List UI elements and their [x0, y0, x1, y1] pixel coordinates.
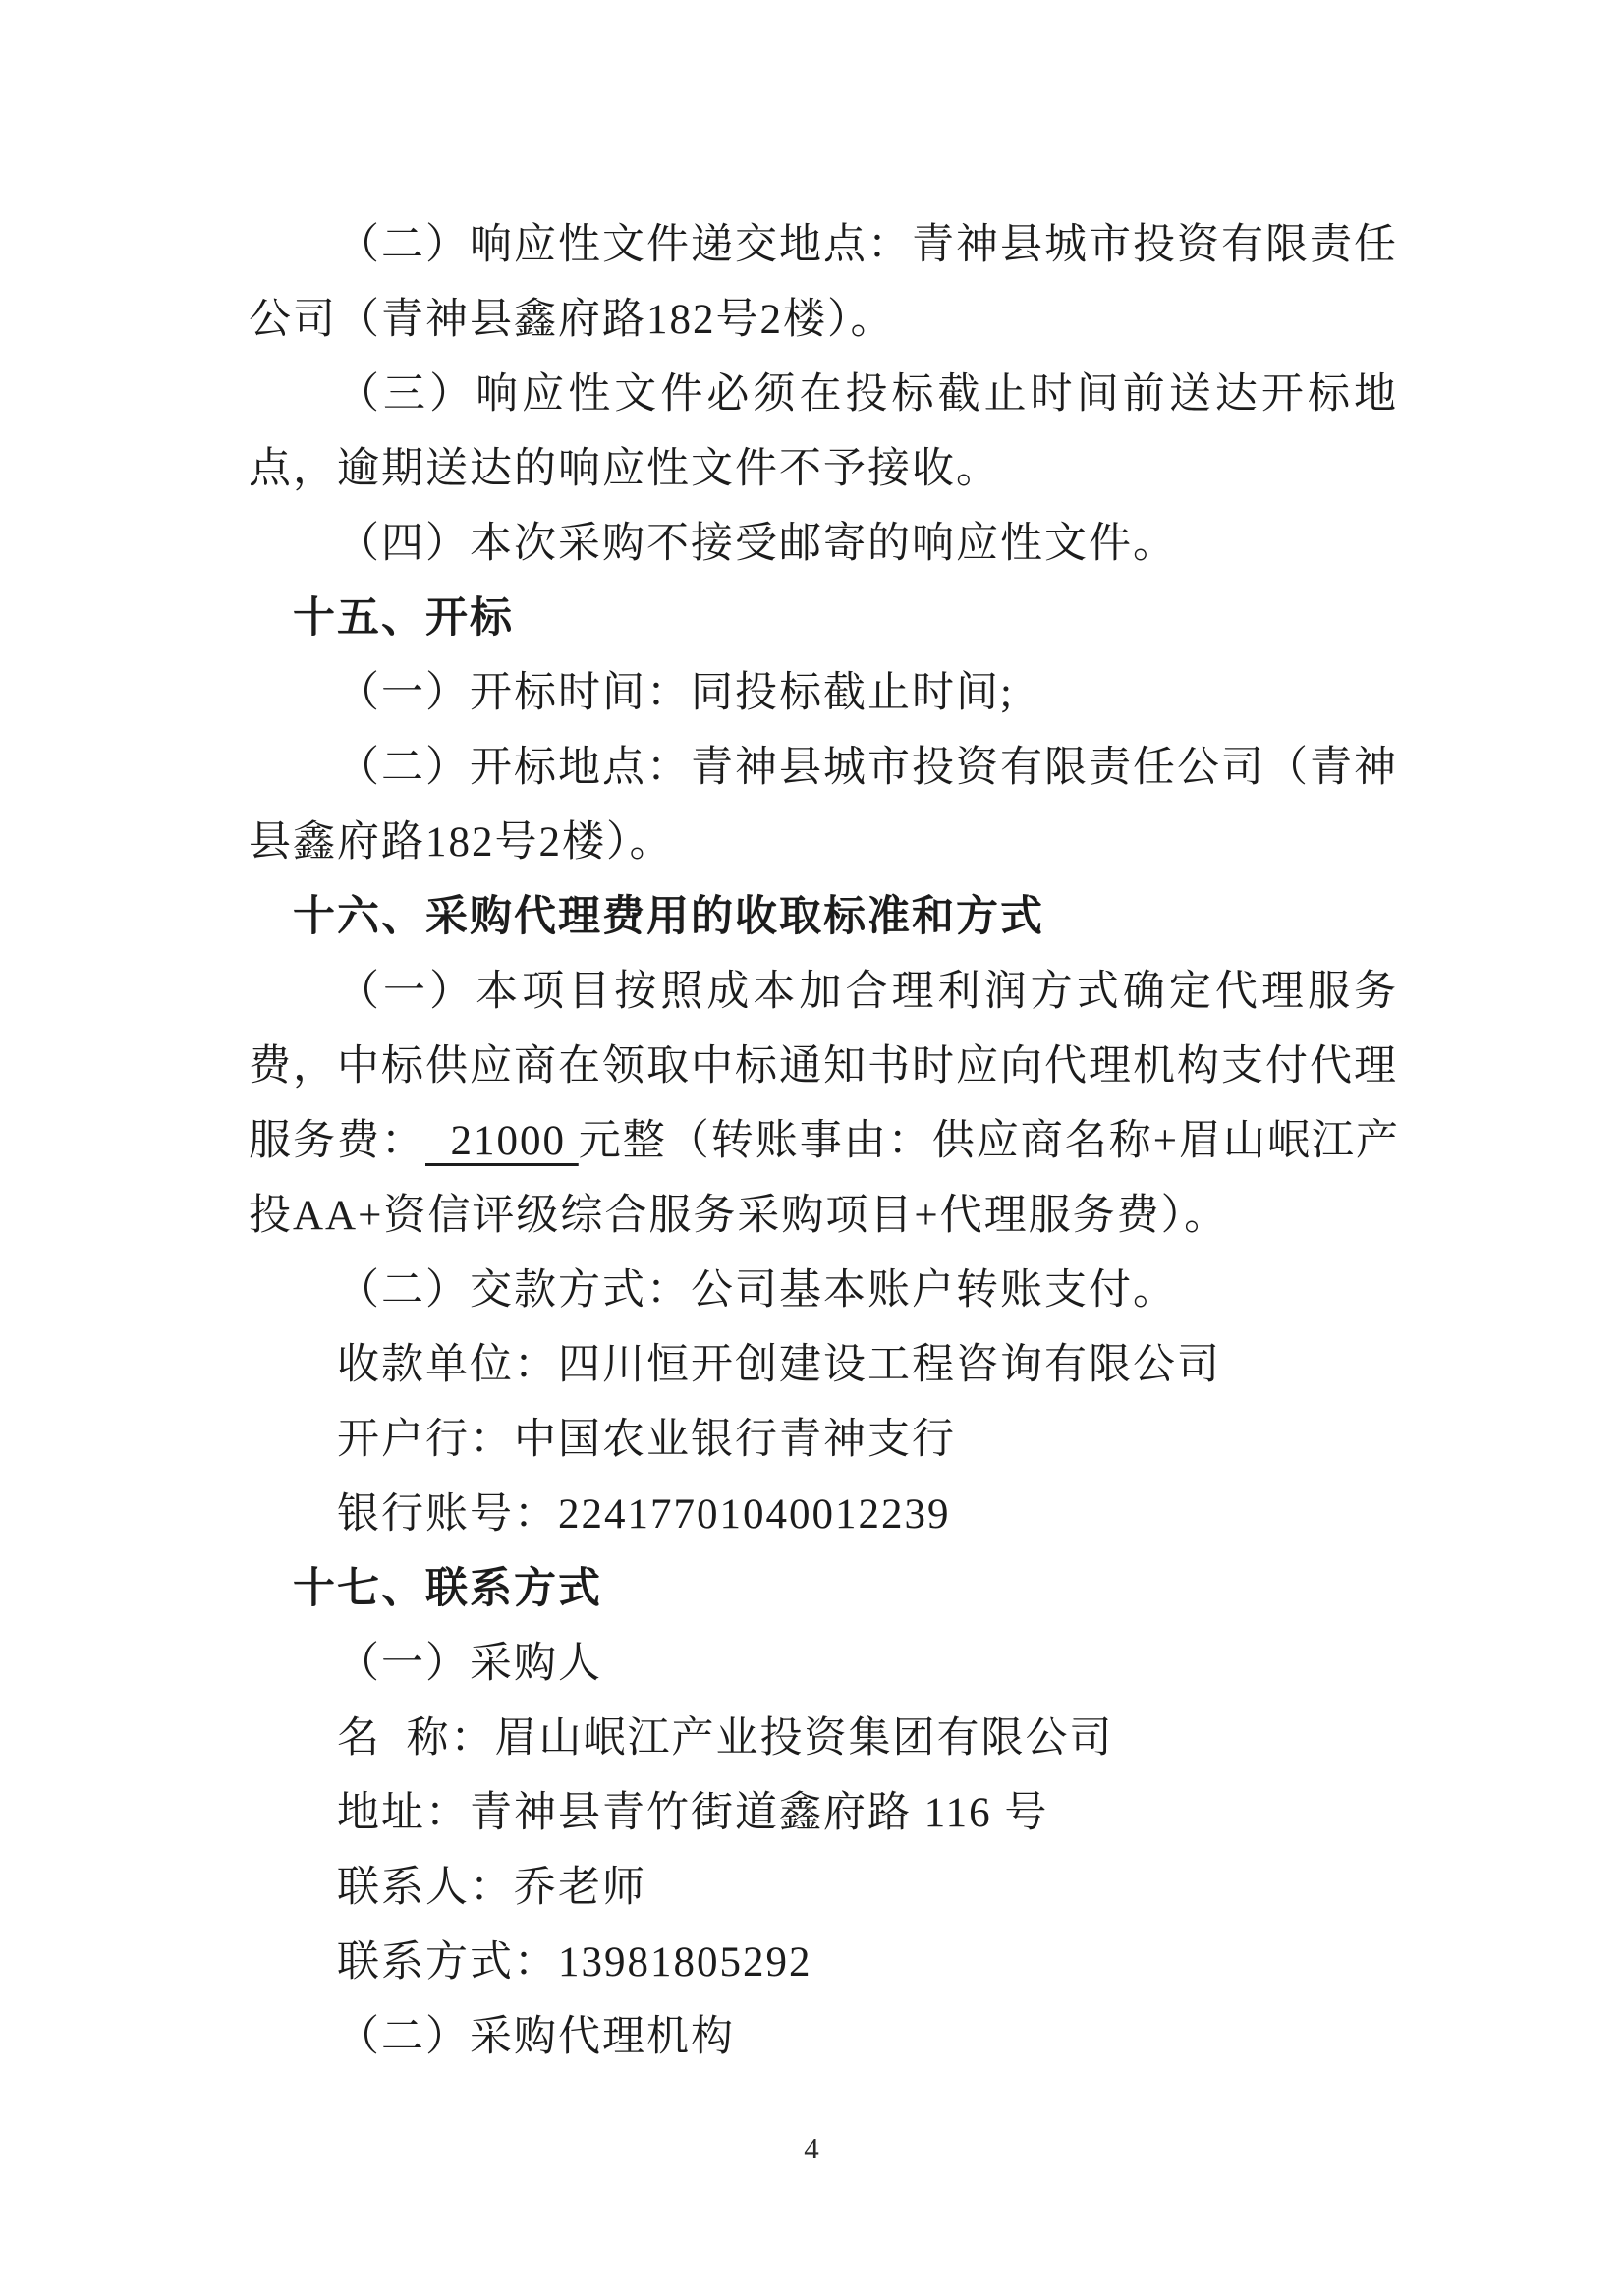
text-line: 县鑫府路182号2楼）。 — [249, 819, 674, 866]
text-line: 名 称：眉山岷江产业投资集团有限公司 — [337, 1715, 1114, 1762]
text-line: （二）响应性文件递交地点：青神县城市投资有限责任 — [337, 222, 1398, 268]
text-line: （二）交款方式：公司基本账户转账支付。 — [337, 1267, 1177, 1314]
fee-amount-underlined: 21000 — [425, 1118, 579, 1164]
text-fragment: 元整（转账事由：供应商名称+眉山岷江产 — [578, 1118, 1401, 1164]
text-line: 联系方式：13981805292 — [337, 1939, 812, 1986]
text-line: 投AA+资信评级综合服务采购项目+代理服务费）。 — [249, 1193, 1229, 1239]
text-line: 联系人：乔老师 — [337, 1865, 646, 1911]
text-line: （一）开标时间：同投标截止时间; — [337, 670, 1014, 716]
text-fragment: 服务费： — [249, 1118, 425, 1164]
page-number: 4 — [804, 2131, 819, 2165]
text-line: 开户行：中国农业银行青神支行 — [337, 1417, 956, 1463]
text-line: （一）采购人 — [337, 1641, 602, 1687]
text-line: 费，中标供应商在领取中标通知书时应向代理机构支付代理 — [249, 1043, 1398, 1090]
text-line: （四）本次采购不接受邮寄的响应性文件。 — [337, 521, 1177, 567]
section-heading: 十六、采购代理费用的收取标准和方式 — [293, 894, 1044, 940]
section-heading: 十七、联系方式 — [293, 1566, 602, 1612]
text-line: 地址：青神县青竹街道鑫府路 116 号 — [337, 1790, 1049, 1836]
section-heading: 十五、开标 — [293, 595, 514, 642]
text-line — [249, 1104, 1401, 1179]
text-line: （二）开标地点：青神县城市投资有限责任公司（青神 — [337, 745, 1398, 791]
text-line: （一）本项目按照成本加合理利润方式确定代理服务 — [337, 969, 1398, 1015]
text-line: 点，逾期送达的响应性文件不予接收。 — [249, 446, 1000, 492]
text-line: （二）采购代理机构 — [337, 2014, 735, 2060]
text-line: 银行账号：22417701040012239 — [337, 1491, 951, 1538]
text-line: 公司（青神县鑫府路182号2楼）。 — [249, 297, 895, 343]
text-line: （三）响应性文件必须在投标截止时间前送达开标地 — [337, 371, 1398, 418]
document-content — [249, 208, 1401, 2075]
text-line: 收款单位：四川恒开创建设工程咨询有限公司 — [337, 1342, 1221, 1388]
